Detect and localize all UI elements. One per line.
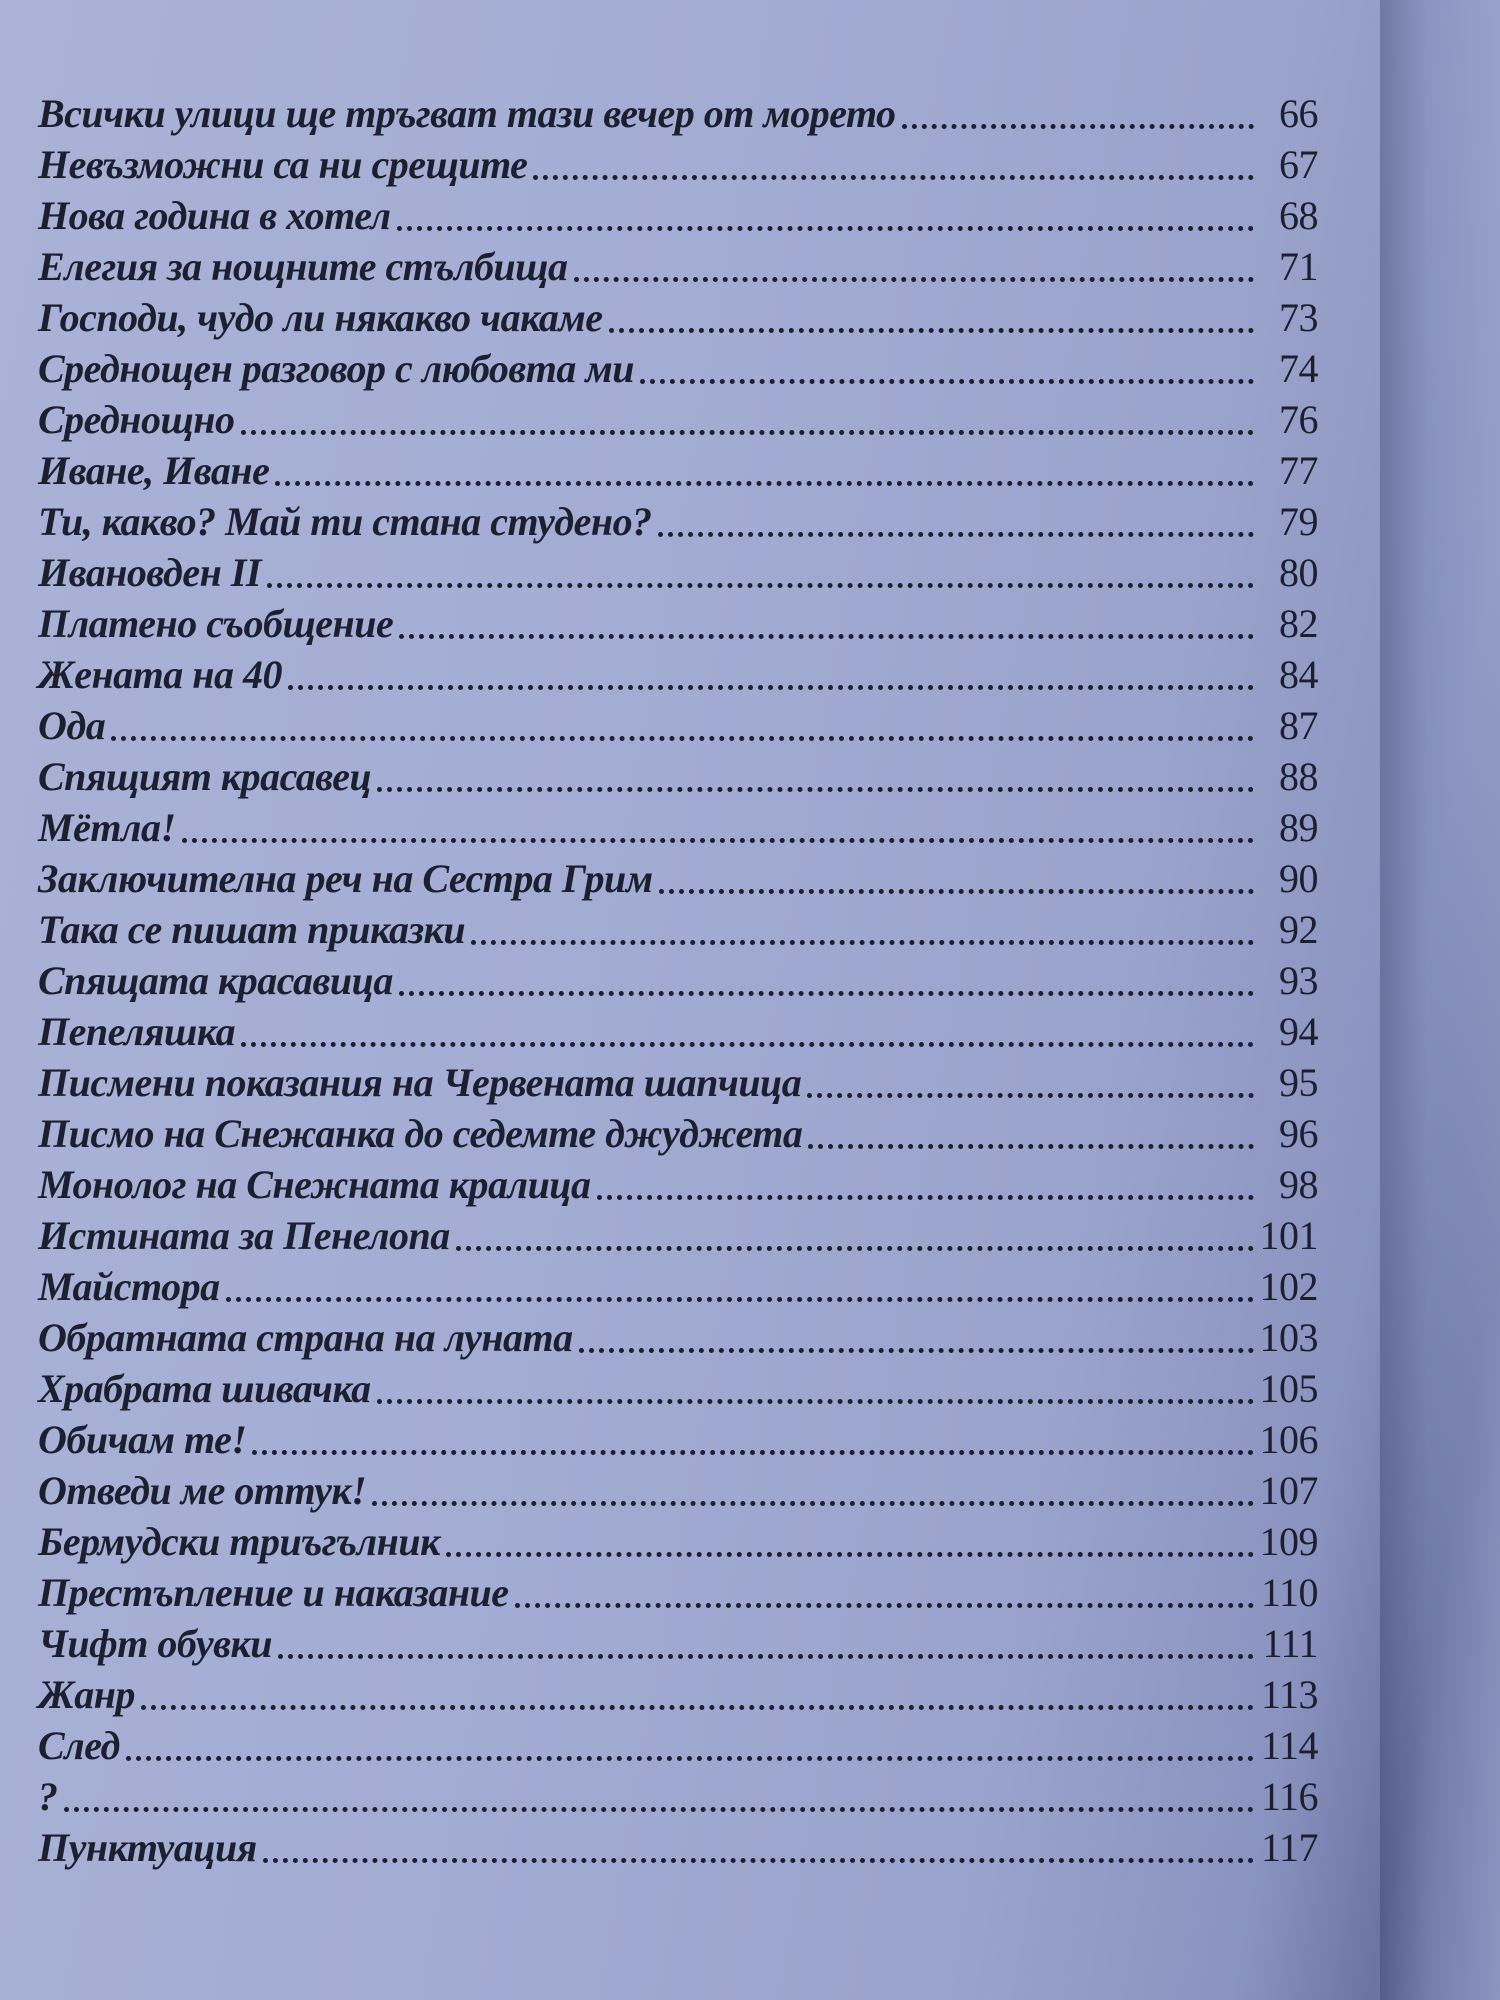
dot-leader	[267, 583, 1254, 588]
toc-entry	[38, 1463, 1318, 1514]
toc-entry-title: Отведи ме оттук!	[38, 1468, 367, 1513]
dot-leader	[278, 1654, 1254, 1659]
toc-entry-title: Господи, чудо ли някакво чакаме	[38, 295, 603, 340]
toc-entry	[38, 1565, 1318, 1616]
toc-entry	[38, 1769, 1318, 1820]
toc-entry-title: Спящата красавица	[38, 958, 393, 1003]
toc-entry-page: 114	[1260, 1723, 1318, 1768]
toc-entry-page: 93	[1279, 958, 1318, 1003]
toc-entry-page: 84	[1279, 652, 1318, 697]
toc-entry-title: Ти, какво? Май ти стана студено?	[38, 499, 652, 544]
toc-entry-title: Жанр	[38, 1672, 135, 1717]
dot-leader	[377, 1399, 1254, 1404]
toc-entry	[38, 1361, 1318, 1412]
toc-entry-title: Обратната страна на луната	[38, 1315, 573, 1360]
toc-entry-title: Бермудски триъгълник	[38, 1519, 440, 1564]
toc-entry-page: 88	[1279, 754, 1318, 799]
toc-entry	[38, 1616, 1318, 1667]
toc-entry-title: Среднощно	[38, 397, 235, 442]
toc-entry-page: 80	[1279, 550, 1318, 595]
toc-entry-page: 95	[1279, 1060, 1318, 1105]
toc-entry-title: Обичам те!	[38, 1417, 247, 1462]
toc-entry	[38, 188, 1318, 239]
toc-entry-page: 71	[1279, 244, 1318, 289]
toc-entry-title: Пунктуация	[38, 1825, 257, 1870]
toc-entry	[38, 1718, 1318, 1769]
dot-leader	[597, 1195, 1254, 1200]
toc-entry-title: Престъпление и наказание	[38, 1570, 509, 1615]
toc-entry	[38, 902, 1318, 953]
toc-entry-page: 82	[1279, 601, 1318, 646]
dot-leader	[533, 175, 1254, 180]
dot-leader	[456, 1246, 1254, 1251]
dot-leader	[377, 787, 1254, 792]
toc-entry-page: 76	[1279, 397, 1318, 442]
toc-entry-title: Майстора	[38, 1264, 220, 1309]
toc-entry-title: Жената на 40	[38, 652, 282, 697]
toc-entry-title: Всички улици ще тръгват тази вечер от морето	[38, 91, 896, 136]
toc-entry-page: 67	[1279, 142, 1318, 187]
dot-leader	[263, 1858, 1254, 1863]
toc-entry	[38, 800, 1318, 851]
dot-leader	[446, 1552, 1254, 1557]
toc-entry	[38, 1208, 1318, 1259]
toc-entry-page: 73	[1279, 295, 1318, 340]
toc-entry-title: Платено съобщение	[38, 601, 394, 646]
toc-entry-page: 110	[1260, 1570, 1318, 1615]
toc-entry-page: 105	[1259, 1366, 1318, 1411]
toc-entry-page: 98	[1279, 1162, 1318, 1207]
dot-leader	[515, 1603, 1254, 1608]
toc-entry	[38, 137, 1318, 188]
dot-leader	[126, 1756, 1254, 1761]
toc-entry	[38, 1667, 1318, 1718]
dot-leader	[241, 1042, 1254, 1047]
toc-entry-page: 106	[1259, 1417, 1318, 1462]
toc-entry	[38, 647, 1318, 698]
dot-leader	[226, 1297, 1254, 1302]
toc-entry-title: Ивановден II	[38, 550, 261, 595]
dot-leader	[659, 889, 1254, 894]
toc-entry	[38, 1106, 1318, 1157]
toc-entry-title: След	[38, 1723, 120, 1768]
dot-leader	[111, 736, 1254, 741]
toc-entry-title: Монолог на Снежната кралица	[38, 1162, 591, 1207]
toc-entry	[38, 1412, 1318, 1463]
toc-entry-page: 117	[1260, 1825, 1318, 1870]
toc-entry-page: 103	[1259, 1315, 1318, 1360]
dot-leader	[241, 430, 1254, 435]
toc-entry	[38, 1310, 1318, 1361]
toc-entry-title: Ода	[38, 703, 106, 748]
toc-entry-page: 87	[1279, 703, 1318, 748]
toc-entry	[38, 239, 1318, 290]
toc-entry-title: Писмени показания на Червената шапчица	[38, 1060, 802, 1105]
dot-leader	[658, 532, 1254, 537]
dot-leader	[182, 838, 1254, 843]
toc-entry-title: Спящият красавец	[38, 754, 372, 799]
dot-leader	[471, 940, 1254, 945]
toc-entry-title: Нова година в хотел	[38, 193, 391, 238]
dot-leader	[399, 634, 1254, 639]
toc-entry-page: 66	[1279, 91, 1318, 136]
toc-entry-page: 68	[1279, 193, 1318, 238]
dot-leader	[288, 685, 1254, 690]
dot-leader	[807, 1093, 1254, 1098]
toc-entry	[38, 545, 1318, 596]
toc-entry	[38, 1157, 1318, 1208]
dot-leader	[902, 124, 1254, 129]
toc-entry-title: Пепеляшка	[38, 1009, 236, 1054]
toc-entry	[38, 698, 1318, 749]
toc-entry	[38, 290, 1318, 341]
dot-leader	[574, 277, 1255, 282]
toc-entry-title: Писмо на Снежанка до седемте джуджета	[38, 1111, 803, 1156]
toc-entry	[38, 1259, 1318, 1310]
toc-entry	[38, 1514, 1318, 1565]
dot-leader	[252, 1450, 1254, 1455]
table-of-contents	[38, 86, 1318, 1871]
toc-entry-title: Елегия за нощните стълбища	[38, 244, 568, 289]
toc-entry-page: 94	[1279, 1009, 1318, 1054]
toc-entry-title: Иване, Иване	[38, 448, 270, 493]
dot-leader	[399, 991, 1254, 996]
toc-entry-page: 77	[1279, 448, 1318, 493]
toc-entry	[38, 1820, 1318, 1871]
toc-entry-title: Заключителна реч на Сестра Грим	[38, 856, 653, 901]
dot-leader	[397, 226, 1255, 231]
toc-entry-title: Храбрата шивачка	[38, 1366, 371, 1411]
toc-entry	[38, 749, 1318, 800]
toc-entry-title: Чифт обувки	[38, 1621, 272, 1666]
toc-entry-title: Невъзможни са ни срещите	[38, 142, 528, 187]
toc-entry	[38, 86, 1318, 137]
toc-entry-page: 79	[1279, 499, 1318, 544]
toc-entry	[38, 341, 1318, 392]
dot-leader	[640, 379, 1254, 384]
toc-entry	[38, 953, 1318, 1004]
dot-leader	[64, 1807, 1255, 1812]
dot-leader	[808, 1144, 1254, 1149]
toc-entry-title: Мётла!	[38, 805, 176, 850]
toc-entry-page: 107	[1259, 1468, 1318, 1513]
dot-leader	[275, 481, 1254, 486]
toc-entry-page: 109	[1259, 1519, 1318, 1564]
toc-entry	[38, 596, 1318, 647]
toc-entry	[38, 1055, 1318, 1106]
toc-entry-page: 113	[1260, 1672, 1318, 1717]
toc-entry	[38, 392, 1318, 443]
toc-entry-page: 89	[1279, 805, 1318, 850]
dot-leader	[141, 1705, 1254, 1710]
toc-entry-page: 74	[1279, 346, 1318, 391]
toc-entry-page: 92	[1279, 907, 1318, 952]
toc-entry	[38, 443, 1318, 494]
toc-entry-title: Така се пишат приказки	[38, 907, 466, 952]
toc-entry	[38, 1004, 1318, 1055]
toc-entry-page: 116	[1260, 1774, 1318, 1819]
dot-leader	[579, 1348, 1254, 1353]
toc-entry	[38, 851, 1318, 902]
toc-entry-page: 101	[1259, 1213, 1318, 1258]
toc-entry-title: Среднощен разговор с любовта ми	[38, 346, 635, 391]
toc-entry	[38, 494, 1318, 545]
toc-entry-title: Истината за Пенелопа	[38, 1213, 450, 1258]
toc-entry-page: 96	[1279, 1111, 1318, 1156]
page-gutter-shadow	[1380, 0, 1500, 2000]
toc-entry-title: ?	[38, 1774, 58, 1819]
toc-entry-page: 111	[1262, 1621, 1318, 1666]
toc-entry-page: 102	[1259, 1264, 1318, 1309]
toc-entry-page: 90	[1279, 856, 1318, 901]
dot-leader	[609, 328, 1254, 333]
dot-leader	[372, 1501, 1254, 1506]
